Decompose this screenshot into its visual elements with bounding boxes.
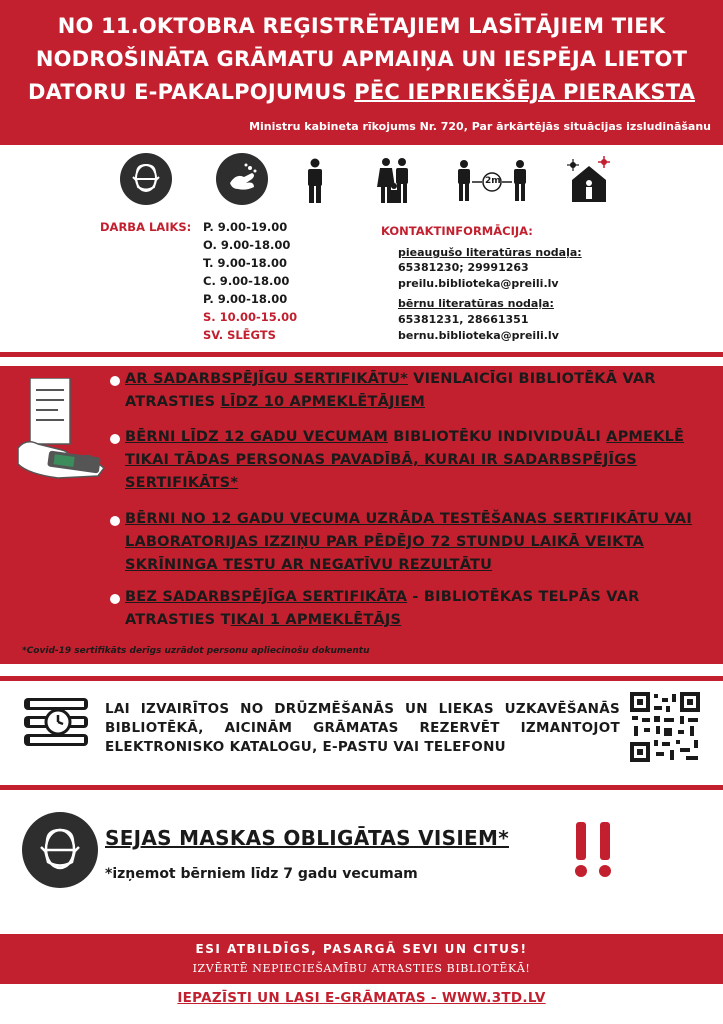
distance-label: 2m	[485, 176, 501, 186]
bullet	[110, 434, 120, 444]
mask-requirement-title: SEJAS MASKAS OBLIGĀTAS VISIEM*	[105, 826, 509, 850]
children-department-label: bērnu literatūras nodaļa:	[398, 297, 554, 310]
mask-exception-note: *izņemot bērniem līdz 7 gadu vecumam	[105, 866, 418, 882]
bullet	[110, 594, 120, 604]
bullet	[110, 516, 120, 526]
rule-children-under-12: BĒRNI LĪDZ 12 GADU VECUMAM BIBLIOTĒKU INDIVIDUĀLI APMEKLĒ TIKAI TĀDAS PERSONAS PAVADĪBĀ, KURAI IR SADARBSPĒJĪGS SERTIFIKĀTS*	[125, 429, 685, 491]
divider	[0, 785, 723, 790]
double-exclamation-icon	[572, 822, 616, 878]
hours-sunday: SV. SLĒGTS	[203, 328, 276, 342]
adult-department-label: pieaugušo literatūras nodaļa:	[398, 246, 582, 259]
reserve-notice: LAI IZVAIRĪTOS NO DRŪZMĒŠANĀS UN LIEKAS UZKAVĒŠANĀS BIBLIOTĒKĀ, AICINĀM GRĀMATAS REZERVĒT IZMANTOJOT ELEKTRONISKO KATALOGU, E-PASTU VAI TELEFONU	[105, 701, 620, 755]
hours-saturday: S. 10.00-15.00	[203, 310, 298, 324]
hours-thursday: C. 9.00-18.00	[203, 274, 290, 288]
divider	[0, 676, 723, 681]
header-banner	[0, 0, 723, 145]
bottom-banner	[0, 934, 723, 984]
divider	[0, 352, 723, 357]
children-email[interactable]: bernu.biblioteka@preili.lv	[398, 329, 559, 342]
hours-monday: P. 9.00-19.00	[203, 220, 288, 234]
hand-wash-icon	[216, 153, 268, 205]
headline-line-3: DATORU E-PAKALPOJUMUS PĒC IEPRIEKŠĒJA PIERAKSTA	[27, 80, 696, 104]
headline-line-1: NO 11.OKTOBRA REĢISTRĒTAJIEM LASĪTĀJIEM TIEK	[57, 14, 666, 38]
necessity-slogan: IZVĒRTĒ NEPIECIEŠAMĪBU ATRASTIES BIBLIOTĒKĀ!	[192, 962, 531, 975]
family-icon	[377, 157, 411, 205]
books-clock-icon	[22, 696, 96, 752]
mask-icon	[120, 153, 172, 205]
responsibility-slogan: ESI ATBILDĪGS, PASARGĀ SEVI UN CITUS!	[195, 942, 528, 956]
ebooks-link[interactable]: IEPAZĪSTI UN LASI E-GRĀMATAS - WWW.3TD.LV	[177, 990, 546, 1006]
rule-without-certificate: BEZ SADARBSPĒJĪGA SERTIFIKĀTA - BIBLIOTĒKAS TELPĀS VAR ATRASTIES TIKAI 1 APMEKLĒTĀJS	[125, 589, 640, 628]
rule-certificate-limit: AR SADARBSPĒJĪGU SERTIFIKĀTU* VIENLAICĪGI BIBLIOTĒKĀ VAR ATRASTIES LĪDZ 10 APMEKLĒTĀJIEM	[125, 371, 656, 410]
rules-panel	[0, 366, 723, 664]
person-icon	[305, 158, 325, 204]
certificate-footnote: *Covid-19 sertifikāts derīgs uzrādot personu apliecinošu dokumentu	[22, 646, 370, 656]
distance-2m-icon	[456, 160, 528, 202]
rule-children-over-12: BĒRNI NO 12 GADU VECUMA UZRĀDA TESTĒŠANAS SERTIFIKĀTU VAI LABORATORIJAS IZZIŅU PAR PĒDĒJO 72 STUNDU LAIKĀ VEIKTA SKRĪNINGA TESTU AR NEGATĪVU REZULTĀTU	[125, 511, 692, 573]
hours-wednesday: T. 9.00-18.00	[203, 256, 287, 270]
hours-tuesday: O. 9.00-18.00	[203, 238, 291, 252]
phone-certificate-icon	[18, 378, 110, 482]
stay-home-icon	[566, 156, 612, 204]
bullet	[110, 376, 120, 386]
hours-friday: P. 9.00-18.00	[203, 292, 288, 306]
working-hours-label: DARBA LAIKS:	[100, 220, 192, 234]
headline-line-2: NODROŠINĀTA GRĀMATU APMAIŅA UN IESPĒJA LIETOT	[35, 47, 688, 71]
qr-code-icon[interactable]	[630, 692, 700, 762]
adult-phone: 65381230; 29991263	[398, 261, 529, 274]
appointment-emphasis: PĒC IEPRIEKŠĒJA PIERAKSTA	[354, 80, 696, 104]
decree-reference: Ministru kabineta rīkojums Nr. 720, Par ārkārtējās situācijas izsludināšanu	[249, 120, 711, 133]
face-mask-icon	[22, 812, 98, 888]
adult-email[interactable]: preilu.biblioteka@preili.lv	[398, 277, 559, 290]
children-phone: 65381231, 28661351	[398, 313, 529, 326]
contact-title: KONTAKTINFORMĀCIJA:	[381, 224, 533, 238]
